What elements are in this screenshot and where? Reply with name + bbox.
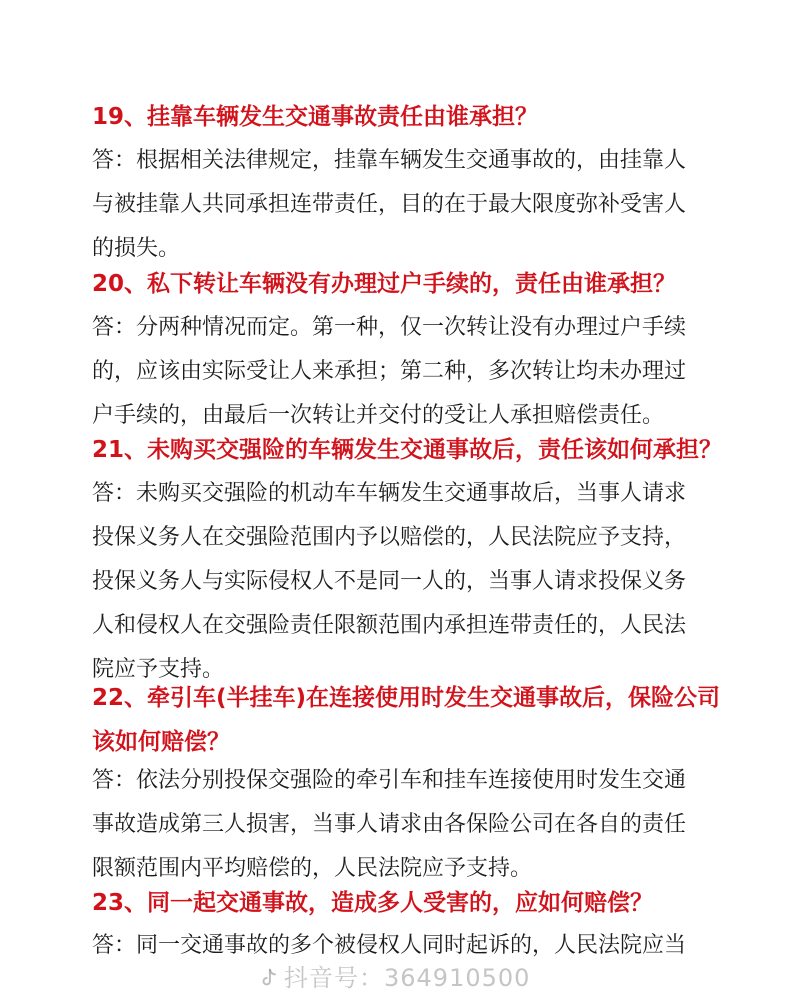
answer-21	[92, 472, 732, 692]
answer-line: 投保义务人在交强险范围内予以赔偿的，人民法院应予支持，	[92, 525, 687, 550]
answer-line: 与被挂靠人共同承担连带责任，目的在于最大限度弥补受害人	[92, 192, 687, 217]
question-21: 21、未购买交强险的车辆发生交通事故后，责任该如何承担？	[92, 437, 723, 463]
answer-line: 人和侵权人在交强险责任限额范围内承担连带责任的，人民法	[92, 613, 687, 638]
answer-line: 户手续的，由最后一次转让并交付的受让人承担赔偿责任。	[92, 403, 665, 428]
watermark-text: 抖音号：364910500	[284, 964, 531, 992]
question-23: 23、同一起交通事故，造成多人受害的，应如何赔偿？	[92, 890, 654, 916]
answer-20	[92, 306, 732, 438]
answer-line: 限额范围内平均赔偿的，人民法院应予支持。	[92, 856, 533, 881]
answer-line: 答：依法分别投保交强险的牵引车和挂车连接使用时发生交通	[92, 768, 687, 793]
answer-22	[92, 759, 732, 891]
answer-line: 答：根据相关法律规定，挂靠车辆发生交通事故的，由挂靠人	[92, 148, 687, 173]
question-line: 22、牵引车(半挂车)在连接使用时发生交通事故后，保险公司	[92, 685, 721, 711]
answer-line: 的损失。	[92, 236, 181, 261]
question-20: 20、私下转让车辆没有办理过户手续的，责任由谁承担？	[92, 271, 677, 297]
answer-line: 事故造成第三人损害，当事人请求由各保险公司在各自的责任	[92, 812, 687, 837]
answer-line: 答：同一交通事故的多个被侵权人同时起诉的，人民法院应当	[92, 933, 687, 958]
answer-line: 院应予支持。	[92, 657, 225, 682]
answer-19	[92, 139, 732, 271]
question-19: 19、挂靠车辆发生交通事故责任由谁承担？	[92, 104, 539, 130]
watermark	[258, 958, 530, 993]
question-22	[92, 676, 720, 764]
answer-line: 投保义务人与实际侵权人不是同一人的，当事人请求投保义务	[92, 569, 687, 594]
answer-line: 答：分两种情况而定。第一种，仅一次转让没有办理过户手续	[92, 315, 687, 340]
question-line: 该如何赔偿？	[92, 729, 230, 755]
answer-line: 的，应该由实际受让人来承担；第二种，多次转让均未办理过	[92, 359, 687, 384]
douyin-logo-icon	[258, 967, 280, 989]
answer-line: 答：未购买交强险的机动车车辆发生交通事故后，当事人请求	[92, 481, 687, 506]
